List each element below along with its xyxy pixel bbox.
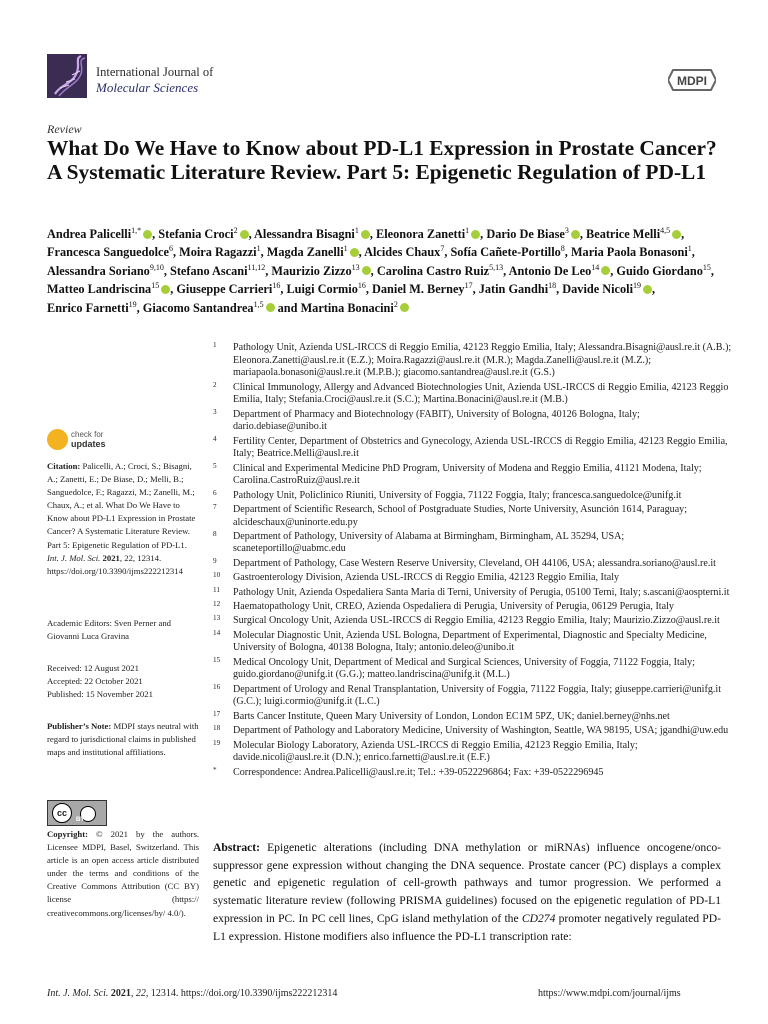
author-affiliation-sup: 1 bbox=[687, 244, 692, 254]
orcid-icon[interactable] bbox=[362, 266, 371, 275]
author-affiliation-sup: 19 bbox=[632, 281, 641, 291]
author-name[interactable]: Beatrice Melli bbox=[586, 227, 661, 241]
affiliation-item bbox=[213, 725, 733, 738]
mdpi-logo-icon bbox=[668, 66, 716, 94]
footer-citation: Int. J. Mol. Sci. 2021, 22, 12314. https://doi.org/10.3390/ijms222212314 bbox=[47, 988, 338, 999]
author-name[interactable]: Giacomo Santandrea bbox=[142, 300, 254, 315]
received-date: Received: 12 August 2021 bbox=[47, 663, 139, 673]
author-name[interactable]: Carolina Castro Ruiz bbox=[376, 263, 490, 278]
author-affiliation-sup: 2 bbox=[233, 225, 238, 235]
author-affiliation-sup: 1,* bbox=[131, 225, 142, 235]
author-affiliation-sup: 11,12 bbox=[247, 262, 266, 272]
author-name[interactable]: Eleonora Zanetti bbox=[376, 227, 466, 241]
footer-journal-url[interactable]: https://www.mdpi.com/journal/ijms bbox=[538, 988, 681, 999]
author-name[interactable]: Enrico Farnetti bbox=[47, 300, 129, 315]
publication-dates bbox=[47, 662, 199, 701]
author-affiliation-sup: 18 bbox=[548, 281, 557, 291]
publisher-note-label: Publisher’s Note: bbox=[47, 721, 112, 731]
author-affiliation-sup: 2 bbox=[393, 299, 398, 309]
affiliation-number: 10 bbox=[213, 571, 221, 580]
affiliation-text: Haematopathology Unit, CREO, Azienda Ospedaliera di Perugia, University of Perugia, 06129 Perugia, Italy bbox=[233, 601, 674, 613]
author-affiliation-sup: 9,10 bbox=[149, 262, 164, 272]
author-affiliation-sup: 4,5 bbox=[660, 225, 671, 235]
cc-circle-icon: cc bbox=[52, 803, 72, 823]
author-affiliation-sup: 13 bbox=[351, 262, 360, 272]
affiliation-text: Molecular Biology Laboratory, Azienda USL-IRCCS di Reggio Emilia, 42123 Reggio Emilia, Italy; davide.nicoli@ausl.re.it (D.N.); enrico.farnetti@ausl.re.it (E.F.) bbox=[233, 739, 638, 764]
affiliation-text: Department of Urology and Renal Transplantation, University of Foggia, 71122 Foggia, Italy; giuseppe.carrieri@unifg.it (G.C.); luigi.cormio@unifg.it (L.C.) bbox=[233, 683, 722, 708]
affiliation-item bbox=[213, 657, 733, 682]
affiliation-number: 18 bbox=[213, 724, 221, 733]
affiliation-text: Department of Pharmacy and Biotechnology (FABIT), University of Bologna, 40126 Bologna, Italy; dario.debiase@unibo.it bbox=[233, 408, 640, 433]
author-affiliation-sup: 15 bbox=[151, 281, 160, 291]
cc-by-license-icon[interactable] bbox=[47, 800, 107, 826]
citation-journal: Int. J. Mol. Sci. bbox=[47, 552, 101, 563]
journal-logo-icon bbox=[47, 54, 87, 98]
footer-doi[interactable]: , 12314. https://doi.org/10.3390/ijms222212314 bbox=[145, 988, 338, 999]
author-name[interactable]: Alessandra Soriano bbox=[47, 263, 150, 278]
citation-label: Citation: bbox=[47, 461, 81, 471]
orcid-icon[interactable] bbox=[471, 230, 480, 239]
footer-volume: 22 bbox=[135, 988, 146, 999]
affiliation-item bbox=[213, 436, 733, 461]
abstract bbox=[213, 839, 721, 945]
updates-line2: updates bbox=[71, 438, 106, 449]
abstract-label: Abstract: bbox=[213, 841, 261, 854]
orcid-icon[interactable] bbox=[361, 230, 370, 239]
author-name[interactable]: Andrea Palicelli bbox=[47, 227, 132, 241]
author-name[interactable]: Davide Nicoli bbox=[562, 282, 633, 297]
author-name[interactable]: Guido Giordano bbox=[616, 263, 703, 278]
affiliation-text: Barts Cancer Institute, Queen Mary University of London, London EC1M 5PZ, UK; daniel.berney@nhs.net bbox=[233, 710, 670, 722]
author-affiliation-sup: 15 bbox=[702, 262, 711, 272]
affiliation-text: Pathology Unit, Azienda USL-IRCCS di Reggio Emilia, 42123 Reggio Emilia, Italy; Alessandra.Bisagni@ausl.re.it (A.B.); Eleonora.Zanetti@ausl.re.it (E.Z.); Moira.Ragazzi@ausl.re.it (M.R.); Magda.Zanelli@ausl.re.it (M.Z.); mariapaola.bonasoni@ausl.re.it (M.P.B.); giacomo.santandrea@ausl.re.it (G.S.) bbox=[233, 342, 732, 379]
affiliation-text: Clinical Immunology, Allergy and Advanced Biotechnologies Unit, Azienda USL-IRCCS di Reggio Emilia, 42123 Reggio Emilia, Italy; Stefania.Croci@ausl.re.it (S.C.); Martina.Bonacini@ausl.re.it (M.B.) bbox=[233, 381, 729, 406]
affiliation-item bbox=[213, 767, 733, 780]
affiliation-text: Department of Pathology and Laboratory Medicine, University of Washington, Seattle, WA 98195, USA; jgandhi@uw.edu bbox=[233, 725, 729, 737]
affiliation-item bbox=[213, 463, 733, 488]
orcid-icon[interactable] bbox=[672, 230, 681, 239]
accepted-date: Accepted: 22 October 2021 bbox=[47, 676, 143, 687]
author-name[interactable]: Moira Ragazzi bbox=[179, 245, 257, 260]
affiliation-item bbox=[213, 615, 733, 628]
author-name[interactable]: Jatin Gandhi bbox=[478, 282, 549, 297]
orcid-icon[interactable] bbox=[266, 303, 275, 312]
affiliation-number: 1 bbox=[213, 341, 217, 349]
affiliation-text: Medical Oncology Unit, Department of Medical and Surgical Sciences, University of Foggia, 71122 Foggia, Italy; guido.giordano@unifg.it (G.G.); matteo.landriscina@unifg.it (M.L.) bbox=[233, 656, 695, 681]
affiliation-number: 4 bbox=[213, 434, 217, 443]
article-type: Review bbox=[47, 122, 82, 136]
affiliation-item bbox=[213, 601, 733, 614]
affiliation-text: Clinical and Experimental Medicine PhD Program, University of Modena and Reggio Emilia, 41121 Modena, Italy; Carolina.CastroRuiz@ausl.re.it bbox=[233, 462, 702, 487]
citation-text: Palicelli, A.; Croci, S.; Bisagni, A.; Zanetti, E.; De Biase, D.; Melli, B.; Sanguedolce, F.; Ragazzi, M.; Zanelli, M.; Chaux, A.; et al. What Do We Have to Know about PD-L1 Expression in Prostate Cancer? A Systematic Literature Review. Part 5: Epigenetic Regulation of PD-L1. bbox=[47, 461, 196, 550]
affiliation-number: 12 bbox=[213, 600, 221, 609]
author-name[interactable]: Antonio De Leo bbox=[508, 263, 592, 278]
affiliation-number: 5 bbox=[213, 461, 217, 470]
citation-year: 2021 bbox=[102, 552, 120, 563]
author-name[interactable]: Dario De Biase bbox=[486, 227, 565, 241]
affiliation-text: Department of Pathology, Case Western Reserve University, Cleveland, OH 44106, USA; alessandra.soriano@ausl.re.it bbox=[233, 557, 716, 569]
author-affiliation-sup: 16 bbox=[357, 281, 366, 291]
affiliation-item bbox=[213, 409, 733, 434]
author-name[interactable]: Stefania Croci bbox=[158, 227, 234, 241]
author-affiliation-sup: 19 bbox=[128, 299, 137, 309]
journal-name bbox=[96, 64, 213, 96]
author-affiliation-sup: 1 bbox=[354, 225, 359, 235]
author-name[interactable]: Martina Bonacini bbox=[300, 300, 394, 315]
author-affiliation-sup: 16 bbox=[272, 281, 281, 291]
academic-editors: Academic Editors: Sven Perner and Giovanni Luca Gravina bbox=[47, 618, 172, 642]
author-affiliation-sup: 5,13 bbox=[489, 262, 504, 272]
author-name[interactable]: Giuseppe Carrieri bbox=[176, 282, 273, 297]
affiliation-number: 8 bbox=[213, 529, 217, 538]
abstract-text-2: promoter negatively regulated PD-L1 expression. Histone modifiers also influence the PD-L1 transcription rate: bbox=[213, 911, 721, 943]
author-affiliation-sup: 7 bbox=[440, 244, 445, 254]
published-date: Published: 15 November 2021 bbox=[47, 689, 153, 700]
author-affiliation-sup: 3 bbox=[564, 225, 569, 235]
affiliation-item bbox=[213, 587, 733, 600]
orcid-icon[interactable] bbox=[643, 285, 652, 294]
copyright-label: Copyright: bbox=[47, 829, 89, 839]
affiliation-number: 2 bbox=[213, 380, 217, 389]
author-affiliation-sup: 8 bbox=[560, 244, 565, 254]
author-name[interactable]: Alcides Chaux bbox=[364, 245, 441, 260]
affiliation-number: 15 bbox=[213, 655, 221, 664]
mdpi-logo-text: MDPI bbox=[677, 74, 707, 88]
author-affiliation-sup: 1 bbox=[465, 225, 470, 235]
author-name[interactable]: Daniel M. Berney bbox=[372, 282, 465, 297]
author-affiliation-sup: 1 bbox=[256, 244, 261, 254]
affiliation-number: 19 bbox=[213, 738, 221, 747]
affiliation-text: Molecular Diagnostic Unit, Azienda USL Bologna, Department of Experimental, Diagnostic and Specialty Medicine, University of Bologna, 40138 Bologna, Italy; antonio.deleo@unibo.it bbox=[233, 629, 707, 654]
author-name[interactable]: Stefano Ascani bbox=[170, 263, 248, 278]
footer-year: 2021 bbox=[110, 988, 131, 999]
copyright-text: © 2021 by the authors. Licensee MDPI, Basel, Switzerland. This article is an open access article distributed under the terms and conditions of the Creative Commons Attribution (CC BY) license (https:// creativecommons.org/licenses/by/ 4.0/). bbox=[47, 829, 200, 918]
copyright-block bbox=[47, 828, 199, 920]
affiliation-text: Correspondence: Andrea.Palicelli@ausl.re.it; Tel.: +39-0522296864; Fax: +39-0522296945 bbox=[233, 766, 604, 778]
affiliation-text: Pathology Unit, Azienda Ospedaliera Santa Maria di Terni, University of Perugia, 05100 Terni, Italy; s.ascani@aospterni.it bbox=[233, 586, 730, 598]
affiliation-item bbox=[213, 740, 733, 765]
publisher-note-text: MDPI stays neutral with regard to jurisdictional claims in published maps and institutional affiliations. bbox=[47, 721, 199, 758]
affiliation-text: Department of Pathology, University of Alabama at Birmingham, Birmingham, AL 35294, USA; scaneteportillo@uabmc.edu bbox=[233, 530, 625, 555]
author-name[interactable]: Luigi Cormio bbox=[286, 282, 358, 297]
affiliation-list bbox=[213, 342, 733, 781]
author-name[interactable]: Francesca Sanguedolce bbox=[47, 245, 169, 260]
orcid-icon[interactable] bbox=[161, 285, 170, 294]
author-name[interactable]: Matteo Landriscina bbox=[47, 282, 152, 297]
author-affiliation-sup: 17 bbox=[464, 281, 473, 291]
affiliation-number: 13 bbox=[213, 614, 221, 623]
abstract-text-1: Epigenetic alterations (including DNA methylation or miRNAs) influence oncogene/onco-suppressor gene expression without changing the DNA sequence. Prostate cancer (PC) displays a complex genetic and epigenetic regulation of cell-growth pathways and tumor progression. We performed a systematic literature review (following PRISMA guidelines) focused on the epigenetic regulation of PD-L1 expression in PC. In PC cell lines, CpG island methylation of the bbox=[213, 841, 721, 925]
journal-name-line1: International Journal of bbox=[96, 65, 214, 79]
affiliation-text: Fertility Center, Department of Obstetrics and Gynecology, Azienda USL-IRCCS di Reggio Emilia, 42123 Reggio Emilia, Italy; Beatrice.Melli@ausl.re.it bbox=[233, 435, 728, 460]
updates-line1: check for bbox=[71, 430, 104, 439]
affiliation-item bbox=[213, 630, 733, 655]
journal-name-line2: Molecular Sciences bbox=[96, 80, 199, 95]
orcid-icon[interactable] bbox=[571, 230, 580, 239]
orcid-icon[interactable] bbox=[400, 303, 409, 312]
citation-doi[interactable]: , 22, 12314. https://doi.org/10.3390/ijms222212314 bbox=[47, 552, 183, 576]
author-name[interactable]: Sofía Cañete-Portillo bbox=[450, 245, 561, 260]
affiliation-item bbox=[213, 382, 733, 407]
orcid-icon[interactable] bbox=[350, 248, 359, 257]
affiliation-number: 11 bbox=[213, 585, 220, 594]
affiliation-text: Surgical Oncology Unit, Azienda USL-IRCCS di Reggio Emilia, 42123 Reggio Emilia, Italy; Maurizio.Zizzo@ausl.re.it bbox=[233, 615, 720, 627]
affiliation-item bbox=[213, 531, 733, 556]
author-affiliation-sup: 14 bbox=[591, 262, 600, 272]
orcid-icon[interactable] bbox=[143, 230, 152, 239]
author-affiliation-sup: 1,5 bbox=[253, 299, 264, 309]
abstract-gene: CD274 bbox=[521, 911, 556, 925]
author-name[interactable]: Magda Zanelli bbox=[266, 245, 344, 260]
affiliation-number: 17 bbox=[213, 709, 221, 718]
author-name[interactable]: Maria Paola Bonasoni bbox=[570, 245, 688, 260]
affiliation-item bbox=[213, 572, 733, 585]
affiliation-item bbox=[213, 711, 733, 724]
affiliation-item bbox=[213, 504, 733, 529]
orcid-icon[interactable] bbox=[240, 230, 249, 239]
affiliation-number: 6 bbox=[213, 488, 217, 497]
affiliation-number: 16 bbox=[213, 682, 221, 691]
cc-by-text: BY bbox=[76, 817, 85, 823]
author-affiliation-sup: 6 bbox=[168, 244, 173, 254]
affiliation-item bbox=[213, 558, 733, 571]
check-updates-icon bbox=[47, 429, 68, 450]
check-for-updates-button[interactable] bbox=[47, 428, 127, 452]
author-affiliation-sup: 1 bbox=[343, 244, 348, 254]
affiliation-item bbox=[213, 342, 733, 380]
affiliation-number: * bbox=[213, 765, 217, 774]
orcid-icon[interactable] bbox=[601, 266, 610, 275]
affiliation-item bbox=[213, 490, 733, 503]
publisher-note bbox=[47, 720, 199, 759]
affiliation-text: Gastroenterology Division, Azienda USL-IRCCS di Reggio Emilia, 42123 Reggio Emilia, Italy bbox=[233, 572, 620, 584]
affiliation-text: Pathology Unit, Policlinico Riuniti, University of Foggia, 71122 Foggia, Italy; francesca.sanguedolce@unifg.it bbox=[233, 489, 682, 501]
citation-block bbox=[47, 460, 199, 578]
affiliation-number: 3 bbox=[213, 407, 217, 416]
author-list: Andrea Palicelli$^{1,*}$ , Stefania Croci$^2$ , Alessandra Bisagni$^1$ , Eleonora Zanetti$^1$ , Dario De Biase$^3$ , Beatrice Melli$^{4,5}$ , Francesca Sanguedolce$^6$, Moira Ragazzi$^1$, Magda Zanelli$^1$ , Alcides Chaux$^7$, Sofía Cañete-Portillo$^8$, Maria Paola Bonasoni$^1$, Alessandra Soriano$^{9,10}$, Stefano Ascani$^{11,12}$, Maurizio Zizzo$^{13}$ , Carolina Castro Ruiz$^{5,13}$, Antonio De Leo$^{14}$ , Guido Giordano$^{15}$, Matteo Landriscina$^{15}$ , Giuseppe Carrieri$^{16}$, Luigi Cormio$^{16}$, Daniel M. Berney$^{17}$, Jatin Gandhi$^{18}$, Davide Nicoli$^{19}$ , Enrico Farnetti$^{19}$, Giacomo Santandrea$^{1,5}$ and Martina Bonacini$^2$ bbox=[47, 225, 714, 315]
author-name[interactable]: Alessandra Bisagni bbox=[254, 227, 355, 241]
footer-journal: Int. J. Mol. Sci. bbox=[47, 988, 109, 999]
affiliation-number: 9 bbox=[213, 556, 217, 565]
affiliation-number: 14 bbox=[213, 628, 221, 637]
affiliation-number: 7 bbox=[213, 502, 217, 511]
article-title: What Do We Have to Know about PD-L1 Expression in Prostate Cancer? A Systematic Literature Review. Part 5: Epigenetic Regulation of PD-L1 bbox=[47, 136, 717, 184]
affiliation-text: Department of Scientific Research, School of Postgraduate Studies, Norte University, Asunción 1614, Paraguay; alcideschaux@uninorte.edu.py bbox=[233, 503, 688, 528]
affiliation-item bbox=[213, 684, 733, 709]
author-name[interactable]: Maurizio Zizzo bbox=[271, 263, 352, 278]
